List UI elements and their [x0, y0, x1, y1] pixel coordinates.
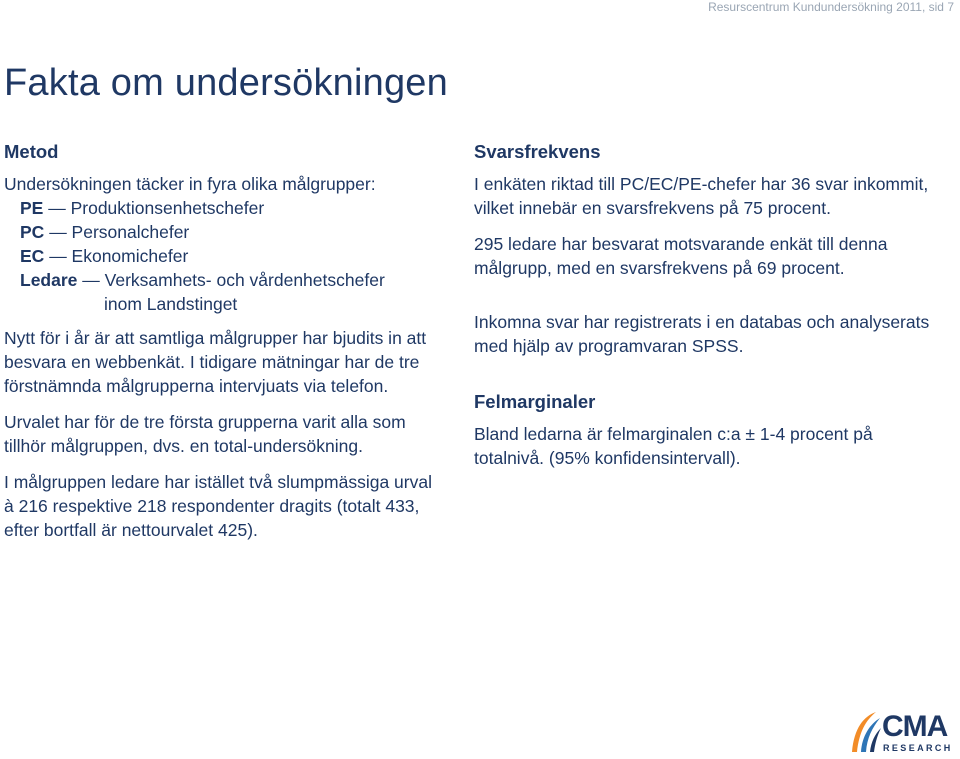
- method-paragraph-urval: Urvalet har för de tre första grupperna varit alla som tillhör målgruppen, dvs. en total-undersökning.: [4, 412, 406, 456]
- response-paragraph-chefer: I enkäten riktad till PC/EC/PE-chefer har 36 svar inkommit, vilket innebär en svarsfrekvens på 75 procent.: [474, 174, 929, 218]
- group-desc: — Verksamhets- och vårdenhetschefer: [82, 270, 385, 290]
- response-paragraph-ledare: 295 ledare har besvarat motsvarande enkät till denna målgrupp, med en svarsfrekvens på 69 procent.: [474, 234, 888, 278]
- group-ledare: [4, 268, 444, 292]
- group-abbr: PC: [20, 222, 45, 242]
- group-pe: [4, 196, 444, 220]
- method-heading: Metod: [4, 141, 59, 162]
- margin-heading: Felmarginaler: [474, 391, 596, 412]
- group-ec: [4, 244, 444, 268]
- group-pc: [4, 220, 444, 244]
- group-abbr: PE: [20, 198, 44, 218]
- header-note: Resurscentrum Kundundersökning 2011, sid 7: [708, 0, 954, 14]
- group-abbr: EC: [20, 246, 45, 266]
- group-desc: — Ekonomichefer: [49, 246, 189, 266]
- group-continuation: inom Landstinget: [104, 294, 238, 314]
- margin-paragraph: Bland ledarna är felmarginalen c:a ± 1-4 procent på totalnivå. (95% konfidensintervall).: [474, 424, 873, 468]
- method-paragraph-ledare: I målgruppen ledare har istället två slumpmässiga urval à 216 respektive 218 respondenter dragits (totalt 433, efter bortfall är nettourvalet 425).: [4, 472, 432, 540]
- cma-logo: [846, 708, 958, 756]
- group-abbr: Ledare: [20, 270, 78, 290]
- method-column: [4, 140, 444, 542]
- page-title: Fakta om undersökningen: [4, 62, 448, 104]
- cma-logo-sub: RESEARCH: [883, 743, 953, 753]
- response-paragraph-spss: Inkomna svar har registrerats i en databas och analyserats med hjälp av programvaran SPSS.: [474, 312, 930, 356]
- group-desc: — Produktionsenhetschefer: [48, 198, 265, 218]
- cma-logo-icon: [846, 708, 882, 756]
- group-desc: — Personalchefer: [49, 222, 190, 242]
- response-heading: Svarsfrekvens: [474, 141, 601, 162]
- cma-logo-name: CMA: [882, 710, 948, 743]
- method-intro: Undersökningen täcker in fyra olika målgrupper:: [4, 174, 376, 194]
- method-paragraph-webbenkat: Nytt för i år är att samtliga målgrupper har bjudits in att besvara en webbenkät. I tidigare mätningar har de tre förstnämnda målgrupperna intervjuats via telefon.: [4, 328, 427, 396]
- response-column: [474, 140, 934, 470]
